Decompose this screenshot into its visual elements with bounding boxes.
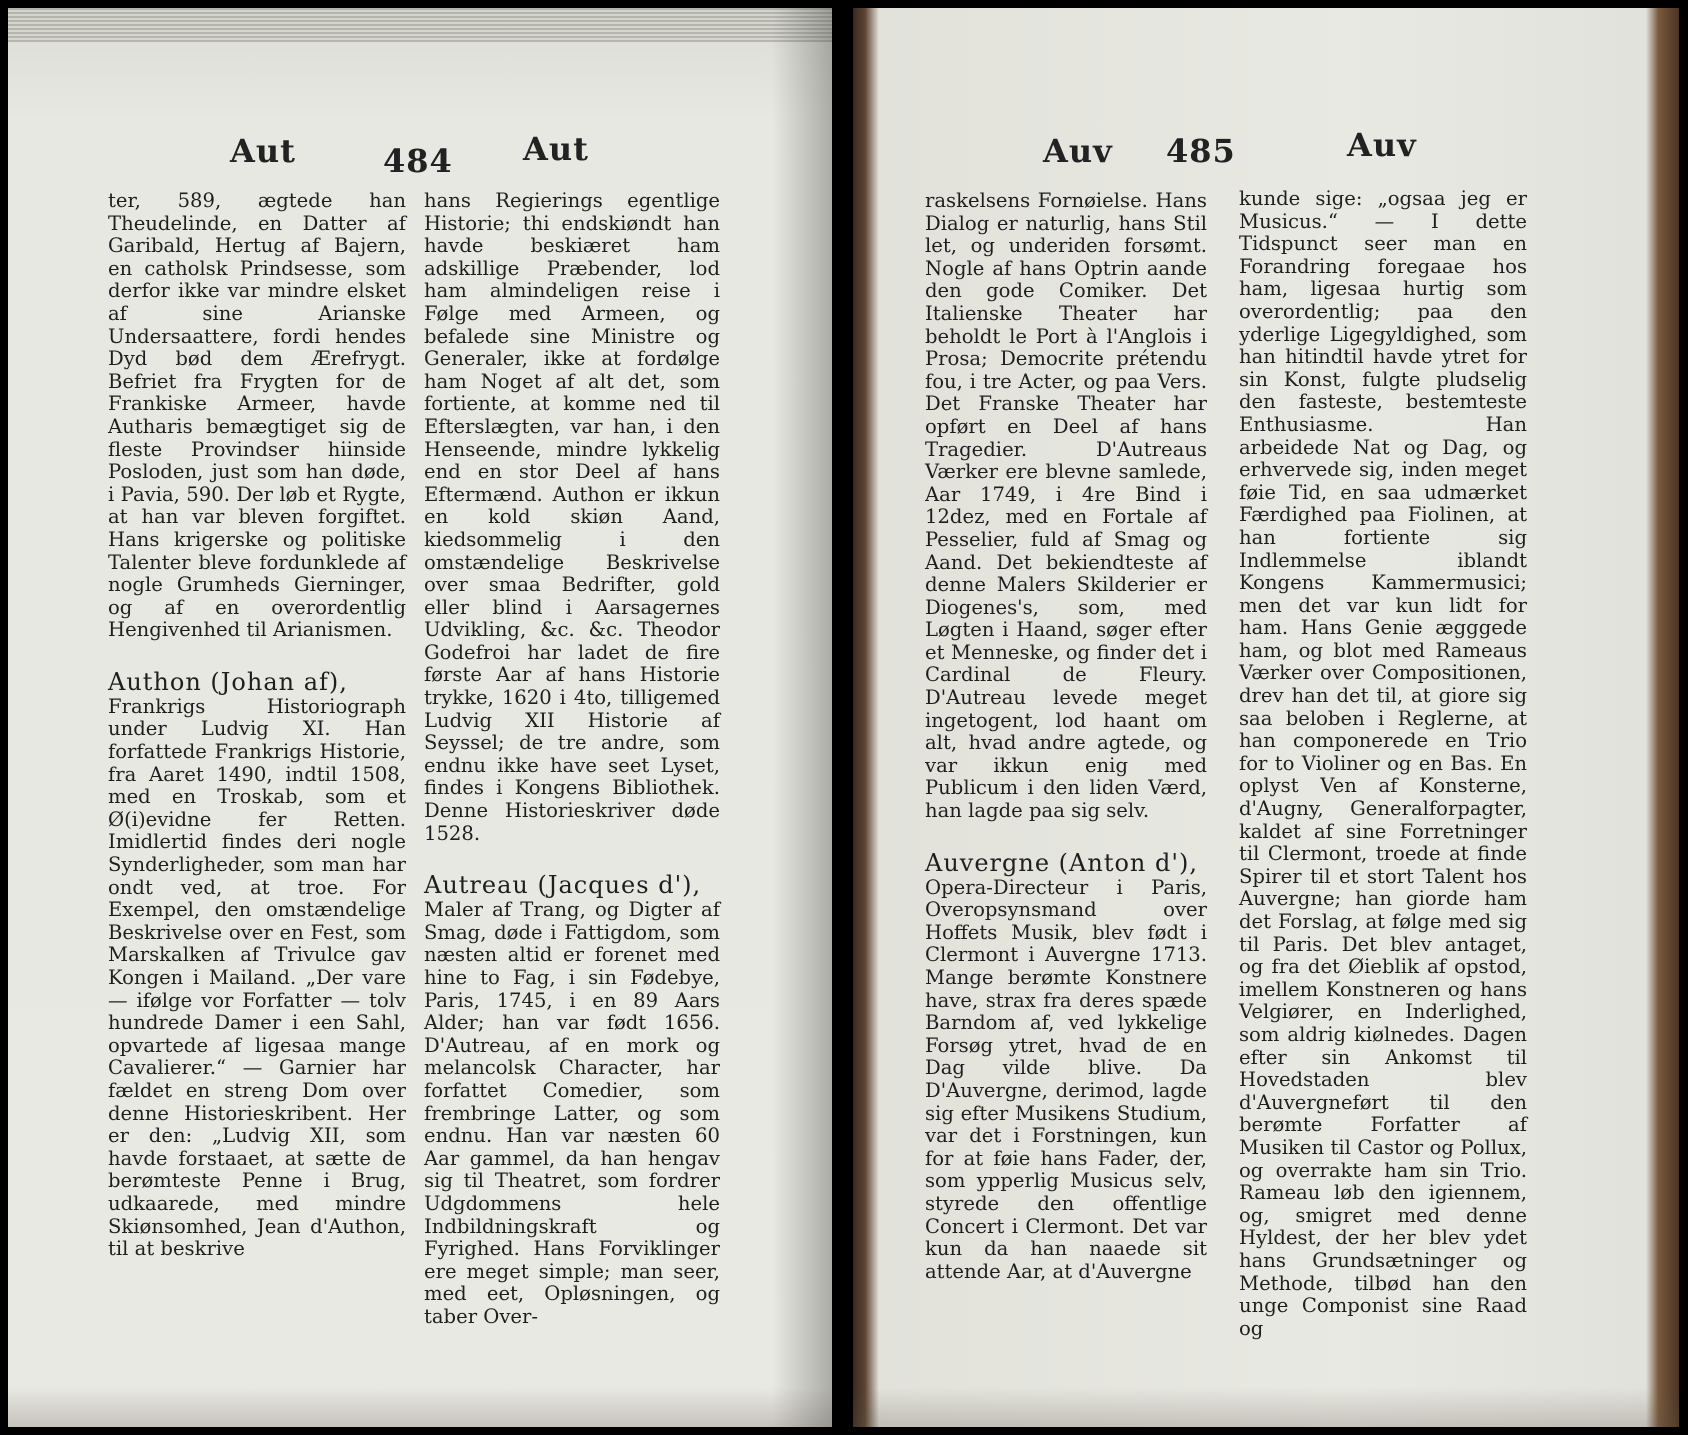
running-header-left: Auv [1043, 132, 1113, 170]
paragraph: Maler af Trang, og Digter af Smag, døde i Fattigdom, som næsten altid er forenet med hine to Fag, i sin Fødebye, Paris, 1745, i en 89 Aars Alder; han var født 1656. D'Autreau, af en mork og melancolsk Character, har forfattet Comedier, som frembringe Latter, og som endnu. Han var næsten 60 Aar gammel, da han hengav sig til Theatret, som fordrer Udgdommens hele Indbildningskraft og Fyrighed. Hans Forviklinger ere meget simple; man seer, med eet, Opløsningen, og taber Over- [424, 898, 720, 1328]
page-bottom-edge [8, 1387, 832, 1427]
text-column-1 [108, 190, 406, 1261]
running-header-right: Aut [523, 130, 589, 168]
paragraph: kunde sige: „ogsaa jeg er Musicus.“ — I dette Tidspunct seer man en Forandring foregaae hos ham, ligesaa hurtig som overordentlig; paa den yderlige Ligegyldighed, som han hitindtil havde ytret for sin Konst, fulgte pludselig den fasteste, bestemteste Enthusiasme. Han arbeidede Nat og Dag, og erhvervede sig, inden meget føie Tid, en saa udmærket Færdighed paa Fiolinen, at han fortiente sig Indlemmelse iblandt Kongens Kammermusici; men det var kun lidt for ham. Hans Genie ægggede ham, og blot med Rameaus Værker over Compositionen, drev han det til, at giore sig saa beloben i Reglerne, at han componerede en Trio for to Violiner og en Bas. En oplyst Ven af Konsterne, d'Augny, Generalforpagter, kaldet af sine Forretninger til Clermont, troede at finde Spirer til et stort Talent hos Auvergne; han giorde ham det Forslag, at følge med sig til Paris. Det blev antaget, og fra det Øieblik af opstod, imellem Konstneren og hans Velgiører, en Inderlighed, som aldrig kiølnedes. Dagen efter sin Ankomst til Hovedstaden blev d'Auvergneført til den berømte Forfatter af Musiken til Castor og Pollux, og overrakte ham sin Trio. Rameau løb den igiennem, og, smigret med denne Hyldest, der her blev ydet hans Grundsætninger og Methode, tilbød han den unge Componist sine Raad og [1239, 187, 1527, 1340]
entry-heading: Authon (Johan af), [108, 667, 348, 696]
text-column-1 [925, 190, 1207, 1283]
text-column-2 [424, 190, 720, 1329]
paragraph: ter, 589, ægtede han Theudelinde, en Datter af Garibald, Hertug af Bajern, en catholsk Prindsesse, som derfor ikke var mindre elsket af sine Arianske Undersaattere, fordi hendes Dyd bød dem Ærefrygt. Befriet fra Frygten for de Frankiske Armeer, havde Autharis bemægtiget sig de fleste Provindser hiinside Posloden, just som han døde, i Pavia, 590. Der løb et Rygte, at han var bleven forgiftet. Hans krigerske og politiske Talenter bleve fordunklede af nogle Grumheds Gierninger, og af en overordentlig Hengivenhed til Arianismen. [108, 189, 406, 642]
paragraph: hans Regierings egentlige Historie; thi endskiøndt han havde beskiæret ham adskillige Præbender, lod ham almindeligen reise i Følge med Armeen, og befalede sine Ministre og Generaler, ikke at fordølge ham Noget af alt det, som fortiente, at komme ned til Efterslægten, var han, i den Henseende, mindre lykkelig end en stor Deel af hans Eftermænd. Authon er ikkun en kold skiøn Aand, kiedsommelig i den omstændelige Beskrivelse over smaa Bedrifter, gold eller blind i Aarsagernes Udvikling, &c. &c. Theodor Godefroi har ladet de fire første Aar af hans Historie trykke, 1620 i 4to, tilligemed Ludvig XII Historie af Seyssel; de tre andre, som endnu ikke have seet Lyset, findes i Kongens Bibliothek. Denne Historieskriver døde 1528. [424, 189, 720, 845]
right-page-scan [853, 8, 1679, 1427]
page-bottom-edge [853, 1387, 1679, 1427]
spine-shadow [772, 8, 832, 1427]
page-edges-top [8, 8, 832, 42]
running-header-left: Aut [230, 132, 296, 170]
page-number: 485 [1166, 132, 1236, 170]
running-header-right: Auv [1347, 126, 1417, 164]
left-page-scan [8, 8, 832, 1427]
text-column-2 [1239, 188, 1527, 1340]
entry-heading: Autreau (Jacques d'), [424, 871, 702, 900]
paragraph: Opera-Directeur i Paris, Overopsynsmand over Hoffets Musik, blev født i Clermont i Auvergne 1713. Mange berømte Konstnere have, strax fra deres spæde Barndom af, ved lykkelige Forsøg ytret, hvad de en Dag vilde blive. Da D'Auvergne, derimod, lagde sig efter Musikens Studium, var det i Forstningen, kun for at føie hans Fader, der, som ypperlig Musicus selv, styrede den offentlige Concert i Clermont. Det var kun da han naaede sit attende Aar, at d'Auvergne [925, 875, 1207, 1283]
paragraph: raskelsens Fornøielse. Hans Dialog er naturlig, hans Stil let, og underiden forsømt. Nogle af hans Optrin aande den gode Comiker. Det Italienske Theater har beholdt le Port à l'Anglois i Prosa; Democrite prétendu fou, i tre Acter, og paa Vers. Det Franske Theater har opført en Deel af hans Tragedier. D'Autreaus Værker ere blevne samlede, Aar 1749, i 4re Bind i 12dez, med en Fortale af Pesselier, fuld af Smag og Aand. Det bekiendteste af denne Malers Skilderier er Diogenes's, som, med Løgten i Haand, søger efter et Menneske, og finder det i Cardinal de Fleury. D'Autreau levede meget ingetogent, lod haant om alt, hvad andre agtede, og var ikkun enig med Publicum i den liden Værd, han lagde paa sig selv. [925, 189, 1207, 823]
paragraph: Frankrigs Historiograph under Ludvig XI. Han forfattede Frankrigs Historie, fra Aaret 1490, indtil 1508, med en Troskab, som et Ø(i)evidne fer Retten. Imidlertid findes deri nogle Synderligheder, som man har ondt ved, at troe. For Exempel, den omstændelige Beskrivelse over en Fest, som Marskalken af Trivulce gav Kongen i Mailand. „Der vare — ifølge vor Forfatter — tolv hundrede Damer i een Sahl, opvartede af ligesaa mange Cavalierer.“ — Garnier har fældet en streng Dom over denne Historieskribent. Her er den: „Ludvig XII, som havde forstaaet, at sætte de berømteste Penne i Brug, udkaarede, med mindre Skiønsomhed, Jean d'Authon, til at beskrive [108, 694, 406, 1261]
page-number: 484 [383, 142, 453, 180]
entry-heading: Auvergne (Anton d'), [925, 848, 1198, 877]
